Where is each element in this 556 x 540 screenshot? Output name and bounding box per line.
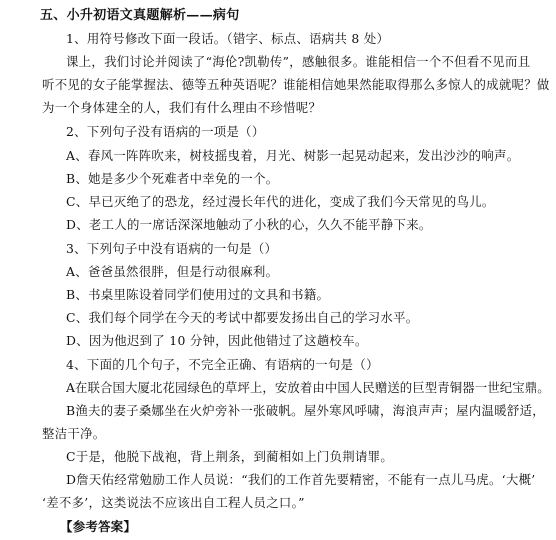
question-2-option-b: B、她是多少个死难者中幸免的一个。 bbox=[66, 171, 279, 186]
question-4-option-b-line-1: B渔夫的妻子桑娜坐在火炉旁补一张破帆。屋外寒风呼啸，海浪声声；屋内温暖舒适， bbox=[66, 403, 545, 418]
question-4-option-d-line-2: ‘差不多’，这类说法不应该出自工程人员之口。” bbox=[42, 495, 305, 510]
question-3-option-c: C、我们每个同学在今天的考试中都要发扬出自己的学习水平。 bbox=[66, 310, 419, 325]
question-2-prompt: 2、下列句子没有语病的一项是（） bbox=[66, 124, 265, 139]
question-2-option-a: A、春风一阵阵吹来，树枝摇曳着，月光、树影一起晃动起来，发出沙沙的响声。 bbox=[66, 148, 520, 163]
question-4-option-c: C于是，他脱下战袍，背上荆条，到蔺相如上门负荆请罪。 bbox=[66, 449, 394, 464]
question-3-prompt: 3、下列句子中没有语病的一句是（） bbox=[66, 241, 278, 256]
answer-heading: 【参考答案】 bbox=[60, 519, 137, 534]
question-4-prompt: 4、下面的几个句子，不完全正确、有语病的一句是（） bbox=[66, 357, 379, 372]
question-2-option-c: C、早已灭绝了的恐龙，经过漫长年代的进化，变成了我们今天常见的鸟儿。 bbox=[66, 194, 495, 209]
question-4-option-a: A在联合国大厦北花园绿色的草坪上，安放着由中国人民赠送的巨型青铜器一世纪宝鼎。 bbox=[66, 380, 550, 395]
question-2-option-d: D、老工人的一席话深深地触动了小秋的心，久久不能平静下来。 bbox=[66, 217, 432, 232]
question-1-prompt: 1、用符号修改下面一段话。（错字、标点、语病共 8 处） bbox=[66, 31, 390, 46]
question-1-passage-line-1: 课上，我们讨论并阅读了“海伦?凯勒传”，感触很多。谁能相信一个不但看不见而且 bbox=[66, 54, 531, 69]
question-3-option-a: A、爸爸虽然很胖，但是行动很麻利。 bbox=[66, 264, 279, 279]
question-1-passage-line-3: 为一个身体建全的人，我们有什么理由不珍惜呢？ bbox=[42, 100, 322, 115]
document-title: 五、小升初语文真题解析——病句 bbox=[40, 8, 240, 23]
question-1-passage-line-2: 听不见的女子能掌握法、德等五种英语呢？谁能相信她果然能取得那么多惊人的成就呢？做 bbox=[42, 77, 550, 92]
question-3-option-d: D、因为他迟到了 10 分钟，因此他错过了这趟校车。 bbox=[66, 333, 368, 348]
question-4-option-b-line-2: 整洁干净。 bbox=[42, 426, 106, 441]
question-4-option-d-line-1: D詹天佑经常勉励工作人员说：“我们的工作首先要精密，不能有一点儿马虎。‘大概’ bbox=[66, 472, 536, 487]
question-3-option-b: B、书桌里陈设着同学们使用过的文具和书籍。 bbox=[66, 287, 330, 302]
